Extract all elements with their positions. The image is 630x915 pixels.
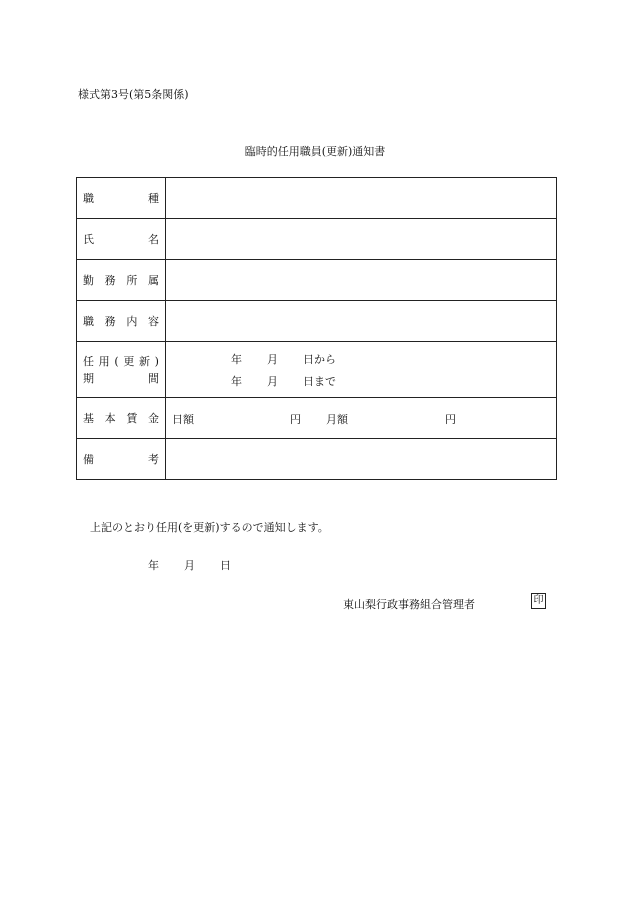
period-start-line [166,351,556,367]
label-char: 容 [147,315,159,328]
daily-wage-unit: 円 [290,413,301,426]
monthly-wage-unit: 円 [445,413,456,426]
label-char: 新 [138,354,150,368]
label-char: 間 [148,371,159,385]
row-name [77,219,557,260]
row-workplace [77,260,557,301]
label-char: ) [154,354,159,368]
period-end-month: 月 [267,375,278,388]
label-workplace [77,260,166,301]
label-remarks [77,439,166,480]
label-char: 賃 [126,412,138,425]
date-month: 月 [184,559,195,572]
label-char: 氏 [83,233,94,246]
label-char: 種 [148,192,159,205]
period-start-year: 年 [231,353,242,366]
label-char: 本 [104,412,116,425]
value-workplace[interactable] [166,260,557,301]
label-char: ( [114,354,119,368]
label-char: 勤 [83,274,94,287]
value-wage[interactable] [166,398,557,439]
monthly-wage-label: 月額 [326,413,348,426]
value-name[interactable] [166,219,557,260]
label-wage [77,398,166,439]
label-char: 基 [83,412,94,425]
label-char: 職 [83,192,94,205]
label-char: 金 [147,412,159,425]
row-remarks [77,439,557,480]
row-job-type [77,178,557,219]
label-char: 備 [83,453,94,466]
label-name [77,219,166,260]
value-period[interactable] [166,342,557,398]
label-period [77,342,166,398]
label-char: 期 [83,371,94,385]
label-char: 職 [83,315,94,328]
period-end-year: 年 [231,375,242,388]
value-job-type[interactable] [166,178,557,219]
label-char: 更 [123,354,135,368]
issuer-name: 東山梨行政事務組合管理者 [343,598,475,611]
label-char: 属 [147,274,159,287]
label-duties [77,301,166,342]
seal-mark: 印 [531,593,546,609]
daily-wage-label: 日額 [172,413,194,426]
row-period [77,342,557,398]
label-char: 考 [148,453,159,466]
notice-statement: 上記のとおり任用(を更新)するので通知します。 [90,521,329,534]
period-start-month: 月 [267,353,278,366]
label-char: 務 [104,315,116,328]
label-char: 用 [98,354,110,368]
date-day: 日 [220,559,231,572]
date-year: 年 [148,559,159,572]
period-end-day: 日まで [303,375,336,388]
label-char: 内 [126,315,138,328]
row-wage [77,398,557,439]
period-start-day: 日から [303,353,336,366]
label-job-type [77,178,166,219]
value-duties[interactable] [166,301,557,342]
period-end-line [166,373,556,389]
notice-form-table [76,177,557,480]
label-char: 所 [126,274,138,287]
form-number: 様式第3号(第5条関係) [78,88,189,101]
row-duties [77,301,557,342]
label-char: 務 [104,274,116,287]
value-remarks[interactable] [166,439,557,480]
document-title: 臨時的任用職員(更新)通知書 [244,145,386,158]
label-char: 任 [83,354,94,368]
label-char: 名 [148,233,159,246]
